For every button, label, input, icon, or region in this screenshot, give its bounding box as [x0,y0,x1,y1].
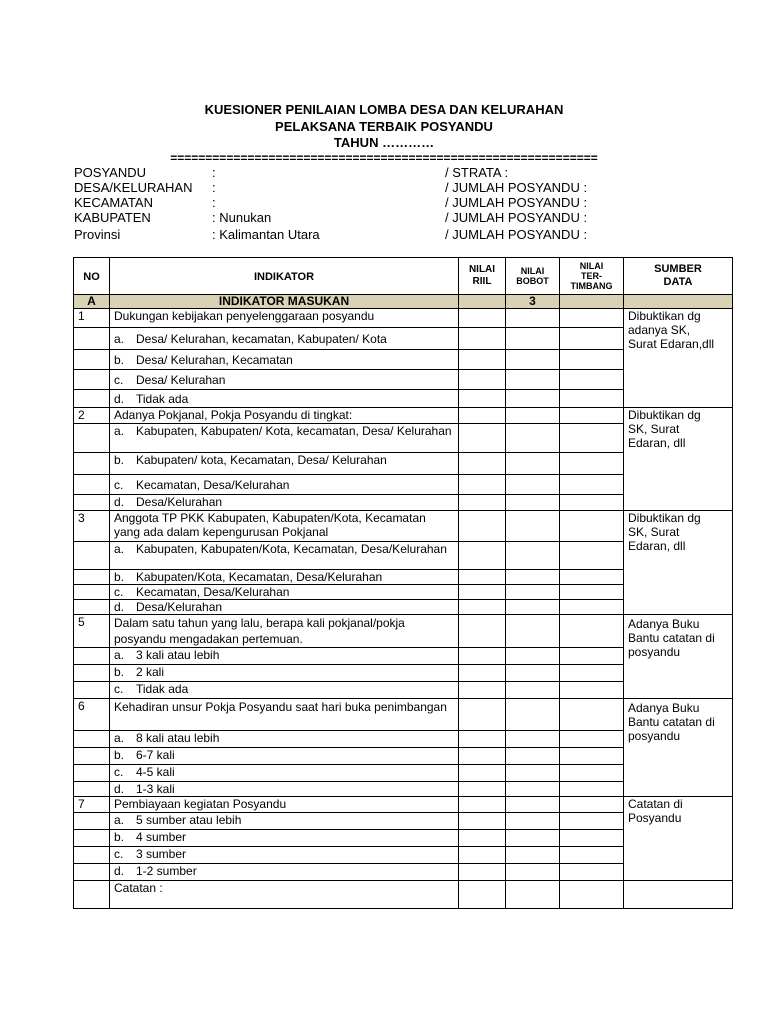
title-separator: ============================================================= [170,151,598,165]
table-row [74,797,733,813]
label-kabupaten: KABUPATEN [74,210,151,225]
label-provinsi: Provinsi [74,227,121,242]
table-row [74,881,733,909]
option-text: Tidak ada [136,391,189,406]
option-text: Desa/Kelurahan [136,495,223,509]
source-cell: Dibuktikan dg SK, Surat Edaran, dll [624,511,733,615]
value-posyandu: : [212,165,216,180]
option-text: Kabupaten/ kota, Kecamatan, Desa/ Kelurahan [136,453,387,467]
question-text: Pembiayaan kegiatan Posyandu [110,797,459,813]
option-text: Desa/ Kelurahan [136,372,226,387]
label-posyandu: POSYANDU [74,165,146,180]
section-row [74,295,733,309]
option-text: 8 kali atau lebih [136,731,220,745]
source-cell: Catatan di Posyandu [624,797,733,881]
right-strata: / STRATA : [445,165,509,180]
right-jumlah-2: / JUMLAH POSYANDU : [445,195,588,210]
value-desa: : [212,180,216,195]
row-no: 1 [74,309,110,328]
section-label: INDIKATOR MASUKAN [110,295,459,309]
value-provinsi: : Kalimantan Utara [212,227,320,242]
table-row [74,699,733,731]
label-kecamatan: KECAMATAN [74,195,153,210]
row-no: 6 [74,699,110,731]
value-kabupaten: : Nunukan [212,210,272,225]
questionnaire-table: NO INDIKATOR NILAI RIIL NILAI BOBOT NILAI TER- TIMBANG SUMBER DATA A INDIKATOR MASUKAN 3 1 Dukungan kebijakan penyelenggaraan posyandu Dibuktikan dg adanya SK, Surat Edaran,dll a. Desa/ Kelurahan, kecamatan, Kabupaten/ Kota b. Desa/ Kelurahan, Kecamatan c. Desa/ Kelurahan d. Tidak ada 2 Adanya Pokjanal, Pokja Posyandu di tingkat: Dibuktikan dg SK, Surat Edaran, dll a. Kabupaten, Kabupaten/ Kota, kecamatan, Desa/ Kelurahan b. Kabupaten/ kota, Kecamatan, Desa/ Kelurahan c. Kecamatan, Desa/Kelurahan d. Desa/Kelurahan 3 Anggota TP PKK Kabupaten, Kabupaten/Kota, Kecamatan yang ada dalam kepengurusan Pokjanal Dibuktikan dg SK, Surat Edaran, dll a. Kabupaten, Kabupaten/Kota, Kecamatan, Desa/Kelurahan b. Kabupaten/Kota, Kecamatan, Desa/Kelurahan c. Kecamatan, Desa/Kelurahan d. Desa/Kelurahan 5 Dalam satu tahun yang lalu, berapa kali pokjanal/pokja posyandu mengadakan pertemuan. Adanya Buku Bantu catatan di posyandu a. 3 kali atau lebih b. 2 kali c. Tidak ada 6 Kehadiran unsur Pokja Posyandu saat hari buka penimbangan Adanya Buku Bantu catatan di posyandu a. 8 kali atau lebih b. 6-7 kali c. 4-5 kali d. 1-3 kali 7 Pembiayaan kegiatan Posyandu Catatan di Posyandu a. 5 sumber atau lebih b. 4 sumber c. 3 sumber d. 1-2 sumber Catatan : [73,257,733,909]
row-no: 3 [74,511,110,542]
table-row [74,309,733,328]
option-text: 5 sumber atau lebih [136,813,242,827]
option-text: 6-7 kali [136,748,175,762]
question-text: Anggota TP PKK Kabupaten, Kabupaten/Kota, Kecamatan yang ada dalam kepengurusan Pokjanal [110,511,459,542]
section-bobot: 3 [506,295,560,309]
row-no: 7 [74,797,110,813]
catatan-label: Catatan : [110,881,459,909]
option-text: 4 sumber [136,830,187,844]
option-text: Kabupaten, Kabupaten/Kota, Kecamatan, Desa/Kelurahan [136,542,447,556]
option-text: Desa/Kelurahan [136,600,223,614]
table-header-row [74,258,733,295]
title-line-2: PELAKSANA TERBAIK POSYANDU [275,119,493,134]
header-indikator: INDIKATOR [110,258,459,295]
option-text: 4-5 kali [136,765,175,779]
option-text: Kabupaten/Kota, Kecamatan, Desa/Kelurahan [136,570,383,584]
header-no: NO [74,258,110,295]
option-text: Kecamatan, Desa/Kelurahan [136,585,290,599]
option-text: 1-2 sumber [136,864,197,878]
source-cell: Dibuktikan dg SK, Surat Edaran, dll [624,408,733,511]
option-text: Kecamatan, Desa/Kelurahan [136,477,290,492]
option-text: Tidak ada [136,682,189,696]
option-text: 3 sumber [136,847,187,861]
table-row [74,408,733,424]
option-text: 3 kali atau lebih [136,648,220,662]
title-line-1: KUESIONER PENILAIAN LOMBA DESA DAN KELURAHAN [204,102,564,117]
header-nilai-tertimbang: NILAI TER- TIMBANG [560,258,624,295]
row-no: 5 [74,615,110,648]
header-sumber-data: SUMBER DATA [624,258,733,295]
right-jumlah-4: / JUMLAH POSYANDU : [445,227,588,242]
row-no: 2 [74,408,110,424]
question-text: Dukungan kebijakan penyelenggaraan posyandu [110,309,459,328]
option-text: 2 kali [136,665,165,679]
option-text: Kabupaten, Kabupaten/ Kota, kecamatan, Desa/ Kelurahan [136,424,452,438]
title-line-3: TAHUN ………… [333,135,435,150]
value-kecamatan: : [212,195,216,210]
question-text: Kehadiran unsur Pokja Posyandu saat hari buka penimbangan [110,699,459,731]
question-text: Dalam satu tahun yang lalu, berapa kali pokjanal/pokja posyandu mengadakan pertemuan. [110,615,459,648]
section-code: A [74,295,110,309]
option-text: 1-3 kali [136,782,175,796]
right-jumlah-1: / JUMLAH POSYANDU : [445,180,588,195]
table-row [74,511,733,542]
right-jumlah-3: / JUMLAH POSYANDU : [445,210,588,225]
header-nilai-riil: NILAI RIIL [459,258,506,295]
header-nilai-bobot: NILAI BOBOT [506,258,560,295]
table-row [74,615,733,648]
option-text: Desa/ Kelurahan, Kecamatan [136,352,293,367]
source-cell: Adanya Buku Bantu catatan di posyandu [624,615,733,699]
question-text: Adanya Pokjanal, Pokja Posyandu di tingkat: [110,408,459,424]
option-text: Desa/ Kelurahan, kecamatan, Kabupaten/ Kota [136,331,387,346]
source-cell: Adanya Buku Bantu catatan di posyandu [624,699,733,797]
label-desa: DESA/KELURAHAN [74,180,193,195]
source-cell: Dibuktikan dg adanya SK, Surat Edaran,dll [624,309,733,408]
